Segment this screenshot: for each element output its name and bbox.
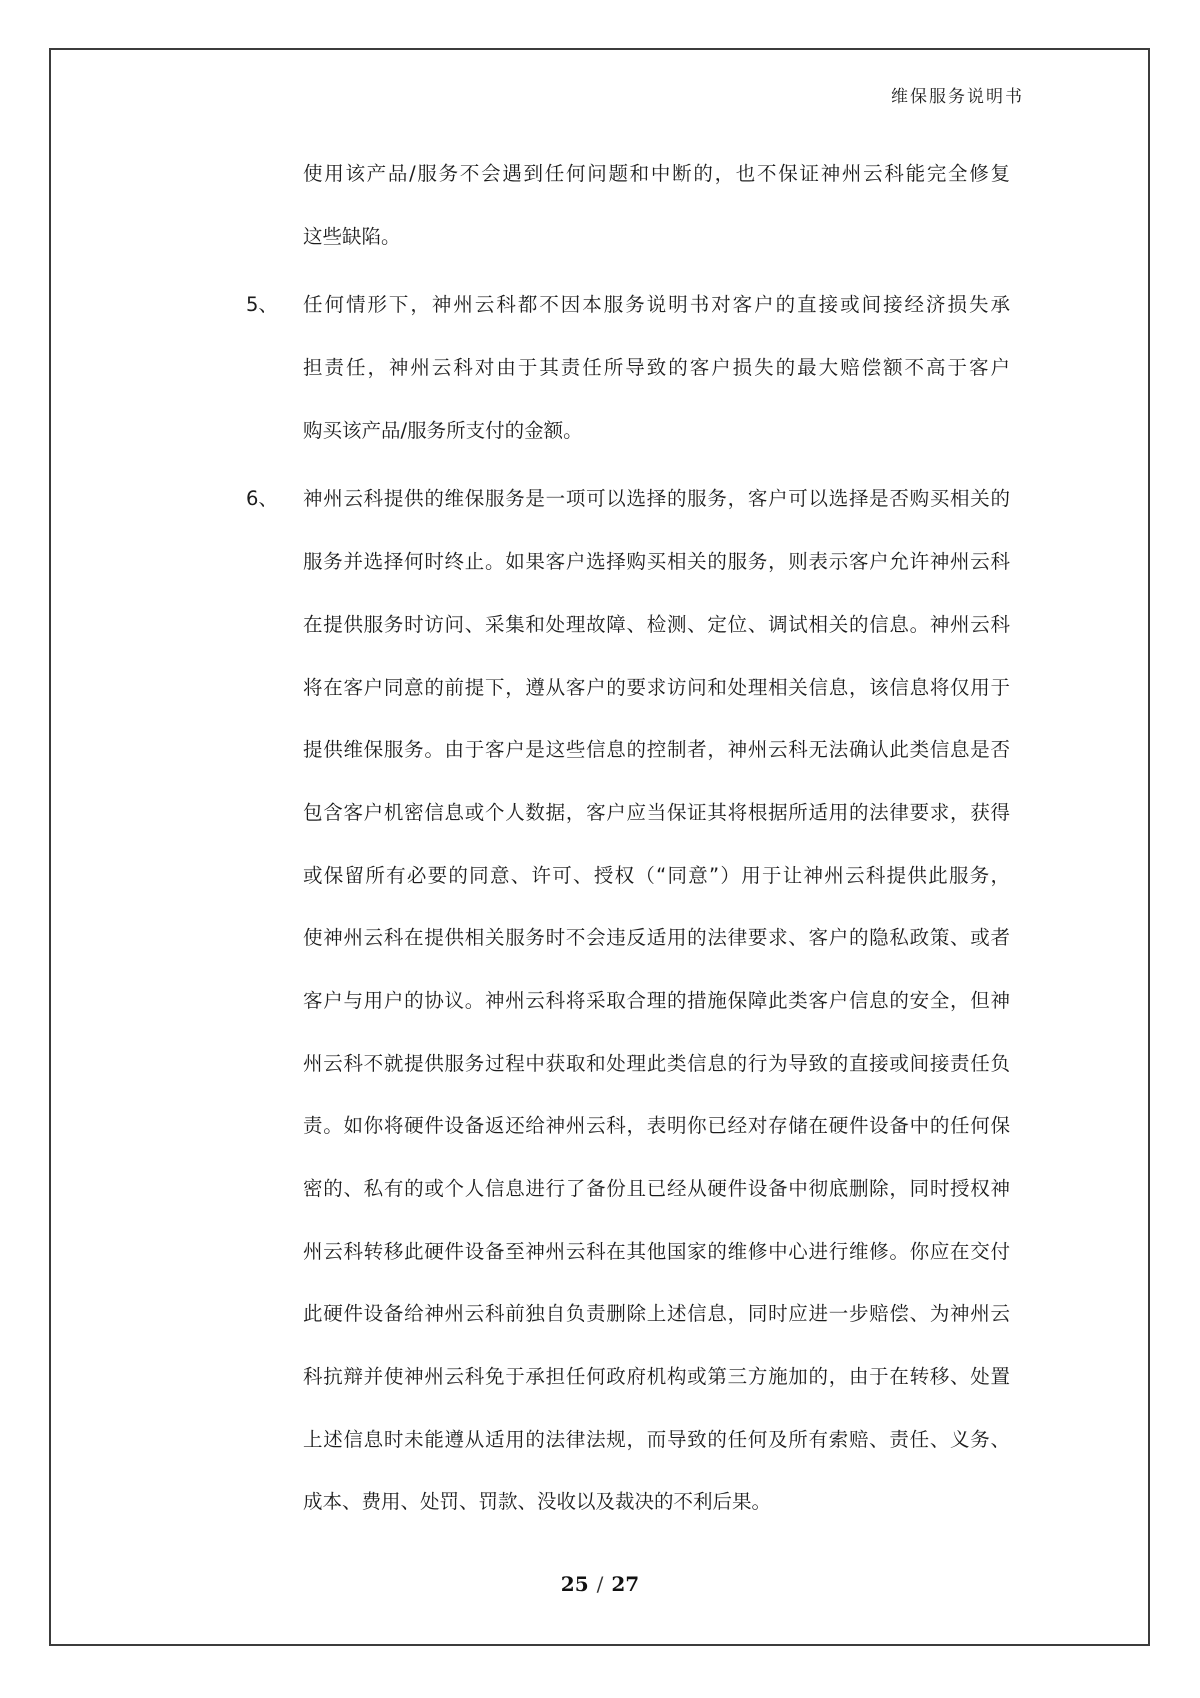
text-line: 任何情形下，神州云科都不因本服务说明书对客户的直接或间接经济损失承 (303, 293, 1010, 317)
text-line: 提供维保服务。由于客户是这些信息的控制者，神州云科无法确认此类信息是否 (303, 738, 1010, 762)
text-line: 州云科不就提供服务过程中获取和处理此类信息的行为导致的直接或间接责任负 (303, 1051, 1010, 1075)
text-line: 购买该产品/服务所支付的金额。 (303, 418, 583, 442)
document-header-title: 维保服务说明书 (891, 87, 1024, 107)
text-line: 将在客户同意的前提下，遵从客户的要求访问和处理相关信息，该信息将仅用于 (303, 675, 1010, 699)
page-number-separator: / (596, 1572, 604, 1596)
text-line: 密的、私有的或个人信息进行了备份且已经从硬件设备中彻底删除，同时授权神 (303, 1177, 1010, 1200)
text-line: 这些缺陷。 (303, 224, 401, 248)
text-line: 责。如你将硬件设备返还给神州云科，表明你已经对存储在硬件设备中的任何保 (303, 1114, 1010, 1138)
list-item-5 (246, 274, 1010, 462)
text-line: 在提供服务时访问、采集和处理故障、检测、定位、调试相关的信息。神州云科 (303, 612, 1010, 636)
text-line: 上述信息时未能遵从适用的法律法规，而导致的任何及所有索赔、责任、义务、 (303, 1427, 1010, 1451)
list-item-number: 5、 (246, 293, 278, 317)
text-line: 成本、费用、处罚、罚款、没收以及裁决的不利后果。 (303, 1490, 772, 1514)
text-line: 使神州云科在提供相关服务时不会违反适用的法律要求、客户的隐私政策、或者 (303, 926, 1010, 950)
text-line: 使用该产品/服务不会遇到任何问题和中断的，也不保证神州云科能完全修复 (303, 162, 1010, 185)
text-line: 包含客户机密信息或个人数据，客户应当保证其将根据所适用的法律要求，获得 (303, 800, 1010, 824)
text-line: 客户与用户的协议。神州云科将采取合理的措施保障此类客户信息的安全，但神 (303, 988, 1010, 1012)
text-line: 神州云科提供的维保服务是一项可以选择的服务，客户可以选择是否购买相关的 (303, 487, 1010, 511)
text-line: 科抗辩并使神州云科免于承担任何政府机构或第三方施加的，由于在转移、处置 (303, 1365, 1010, 1389)
list-item-number: 6、 (246, 487, 278, 511)
text-line: 担责任，神州云科对由于其责任所导致的客户损失的最大赔偿额不高于客户 (303, 356, 1010, 380)
paragraph-continuation (246, 143, 1010, 268)
page-number-total: 27 (611, 1572, 640, 1596)
text-line: 州云科转移此硬件设备至神州云科在其他国家的维修中心进行维修。你应在交付 (303, 1239, 1010, 1263)
text-line: 或保留所有必要的同意、许可、授权（“同意”）用于让神州云科提供此服务， (303, 863, 1010, 887)
page-number (0, 1572, 1200, 1596)
list-item-6 (246, 468, 1010, 1534)
text-line: 服务并选择何时终止。如果客户选择购买相关的服务，则表示客户允许神州云科 (303, 550, 1010, 574)
document-body (246, 143, 1010, 1540)
page-number-current: 25 (560, 1572, 589, 1596)
text-line: 此硬件设备给神州云科前独自负责删除上述信息，同时应进一步赔偿、为神州云 (303, 1302, 1010, 1326)
